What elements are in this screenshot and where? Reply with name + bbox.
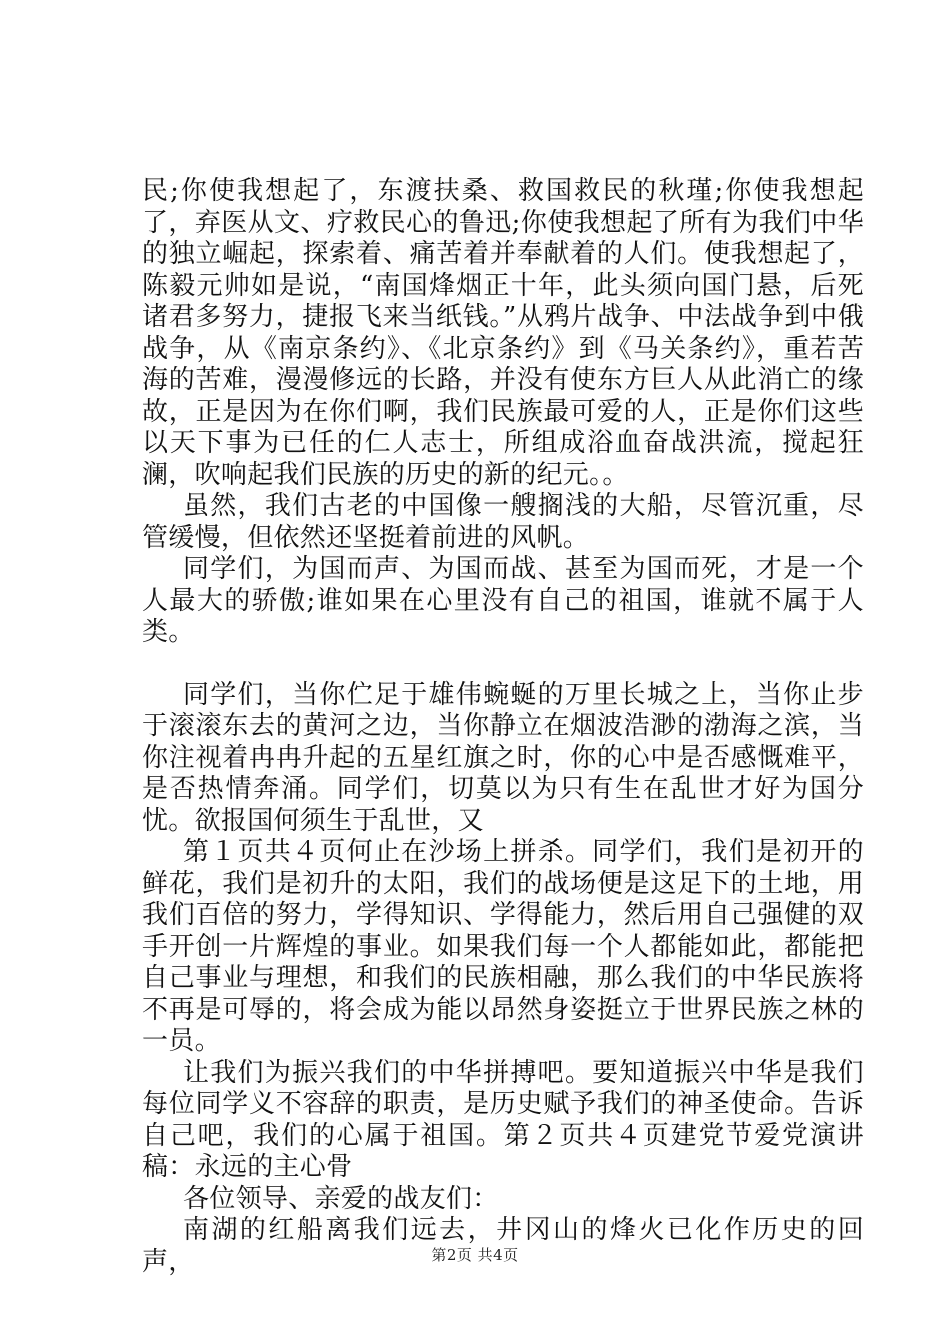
- paragraph-1: 民;你使我想起了，东渡扶桑、救国救民的秋瑾;你使我想起了，弃医从文、疗救民心的鲁迅;你使我想起了所有为我们中华的独立崛起，探索着、痛苦着并奉献着的人们。使我想起了，陈毅元帅如是说，“南国烽烟正十年，此头须向国门悬，后死诸君多努力，捷报飞来当纸钱。”从鸦片战争、中法战争到中俄战争，从《南京条约》、《北京条约》到《马关条约》，重若苦海的苦难，漫漫修远的长路，并没有使东方巨人从此消亡的缘故，正是因为在你们啊，我们民族最可爱的人，正是你们这些以天下事为已任的仁人志士，所组成浴血奋战洪流，搅起狂澜，吹响起我们民族的历史的新的纪元。。: [142, 176, 864, 490]
- paragraph-6: 让我们为振兴我们的中华拼搏吧。要知道振兴中华是我们每位同学义不容辞的职责，是历史赋予我们的神圣使命。告诉自己吧，我们的心属于祖国。第２页共４页建党节爱党演讲稿：永远的主心骨: [142, 1057, 864, 1182]
- paragraph-4: 同学们，当你伫足于雄伟蜿蜒的万里长城之上，当你止步于滚滚东去的黄河之边，当你静立在烟波浩渺的渤海之滨，当你注视着冉冉升起的五星红旗之时，你的心中是否感慨难平，是否热情奔涌。同学们，切莫以为只有生在乱世才好为国分忧。欲报国何须生于乱世，又: [142, 679, 864, 836]
- paragraph-7: 各位领导、亲爱的战友们：: [183, 1183, 499, 1214]
- paragraph-3: 同学们，为国而声、为国而战、甚至为国而死，才是一个人最大的骄傲;谁如果在心里没有自己的祖国，谁就不属于人类。: [142, 554, 864, 647]
- document-body: [142, 176, 864, 1278]
- paragraph-2: 虽然，我们古老的中国像一艘搁浅的大船，尽管沉重，尽管缓慢，但依然还坚挺着前进的风帆。: [142, 491, 864, 553]
- paragraph-8: 南湖的红船离我们远去，井冈山的烽火已化作历史的回声，: [142, 1215, 864, 1277]
- paragraph-5: 第１页共４页何止在沙场上拼杀。同学们，我们是初开的鲜花，我们是初升的太阳，我们的战场便是这足下的土地，用我们百倍的努力，学得知识、学得能力，然后用自己强健的双手开创一片辉煌的事业。如果我们每一个人都能如此，都能把自己事业与理想，和我们的民族相融，那么我们的中华民族将不再是可辱的，将会成为能以昂然身姿挺立于世界民族之林的一员。: [142, 837, 864, 1056]
- page-footer: 第2页 共4页: [431, 1246, 519, 1264]
